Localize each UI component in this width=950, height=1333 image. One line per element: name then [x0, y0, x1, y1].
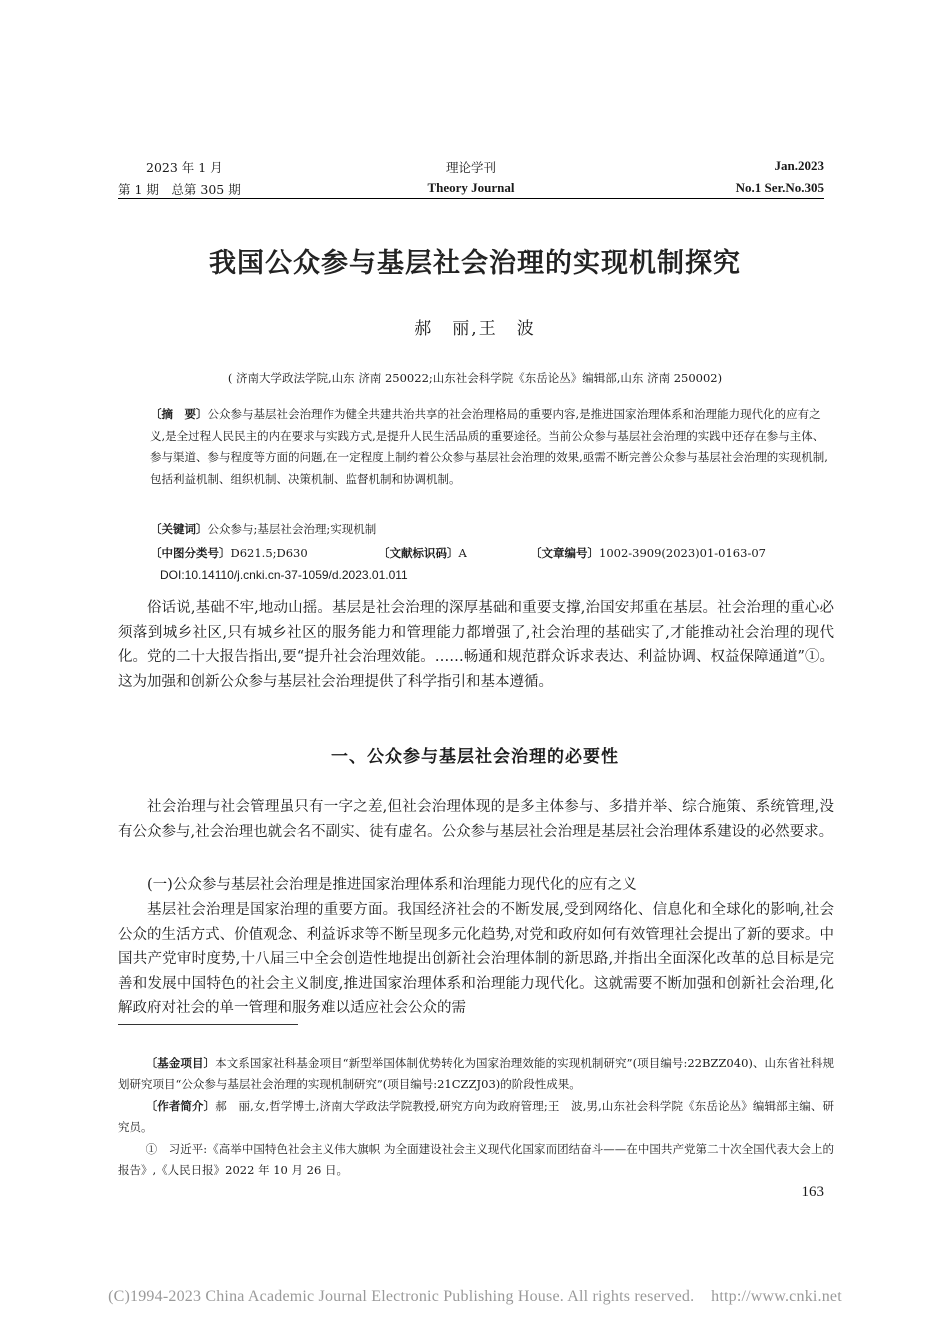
body-paragraph-1: 俗话说,基础不牢,地动山摇。基层是社会治理的深厚基础和重要支撑,治国安邦重在基层。社会治理的重心必须落到城乡社区,只有城乡社区的服务能力和管理能力都增强了,社会治理的基础实了,才能推动社会治理的现代化。党的二十大报告指出,要“提升社会治理效能。……畅通和规范群众诉求表达、利益协调、权益保障通道”①。这为加强和创新公众参与基层社会治理提供了科学指引和基本遵循。 — [118, 600, 834, 690]
artno-text: 1002-3909(2023)01-0163-07 — [599, 546, 766, 560]
keywords-text: 公众参与;基层社会治理;实现机制 — [207, 522, 377, 536]
abstract-text: 公众参与基层社会治理作为健全共建共治共享的社会治理格局的重要内容,是推进国家治理体系和治理能力现代化的应有之义,是全过程人民民主的内在要求与实践方式,是提升人民生活品质的重要途径。当前公众参与基层社会治理的实践中还存在参与主体、参与渠道、参与程度等方面的问题,在一定程度上制约着公众参与基层社会治理的效果,亟需不断完善公众参与基层社会治理的实现机制,包括利益机制、组织机制、决策机制、监督机制和协调机制。 — [150, 407, 828, 486]
header-issue-cn: 第 1 期 总第 305 期 — [118, 182, 241, 197]
artno-group — [530, 543, 766, 565]
doccode-label: 〔文献标识码〕 — [378, 546, 459, 560]
body-paragraph-3: 基层社会治理是国家治理的重要方面。我国经济社会的不断发展,受到网络化、信息化和全球化的影响,社会公众的生活方式、价值观念、利益诉求等不断呈现多元化趋势,对党和政府如何有效管理社会提出了新的要求。中国共产党审时度势,十八届三中全会创造性地提出创新社会治理体制的新思路,并指出全面深化改革的总目标是完善和发展中国特色的社会主义制度,推进国家治理体系和治理能力现代化。这就需要不断加强和创新社会治理,化解政府对社会的单一管理和服务难以适应社会公众的需 — [118, 902, 834, 1016]
doi: DOI:10.14110/j.cnki.cn-37-1059/d.2023.01.011 — [160, 568, 408, 582]
author-bio-label: 〔作者简介〕 — [145, 1099, 216, 1113]
section-heading-1: 一、公众参与基层社会治理的必要性 — [331, 747, 619, 767]
header-rule — [118, 198, 824, 199]
abstract — [150, 404, 830, 490]
abstract-label: 〔摘 要〕 — [150, 407, 208, 421]
clc-group — [150, 543, 308, 565]
subsection-heading-1: (一)公众参与基层社会治理是推进国家治理体系和治理能力现代化的应有之义 — [147, 877, 637, 893]
running-header-bottom — [118, 180, 824, 198]
footnote-1: ① 习近平:《高举中国特色社会主义伟大旗帜 为全面建设社会主义现代化国家而团结奋斗——在中国共产党第二十次全国代表大会上的报告》,《人民日报》2022 年 10 月 26 日。 — [118, 1142, 834, 1177]
copyright-watermark: (C)1994-2023 China Academic Journal Electronic Publishing House. All rights reserved. http://www.cnki.net — [108, 1288, 842, 1305]
body-paragraph-2: 社会治理与社会管理虽只有一字之差,但社会治理体现的是多主体参与、多措并举、综合施策、系统管理,没有公众参与,社会治理也就会名不副实、徒有虚名。公众参与基层社会治理是基层社会治理体系建设的必然要求。 — [118, 799, 834, 840]
article-title: 我国公众参与基层社会治理的实现机制探究 — [209, 248, 741, 279]
header-date-en: Jan.2023 — [774, 158, 824, 173]
header-issue-en: No.1 Ser.No.305 — [735, 180, 824, 195]
clc-label: 〔中图分类号〕 — [150, 546, 231, 560]
author-affiliation: ( 济南大学政法学院,山东 济南 250022;山东社会科学院《东岳论丛》编辑部,山东 济南 250002) — [227, 371, 723, 385]
fund-label: 〔基金项目〕 — [145, 1056, 216, 1070]
page-number: 163 — [801, 1184, 824, 1200]
footnote-fund — [118, 1053, 834, 1095]
header-journal-en: Theory Journal — [427, 180, 515, 195]
doccode-text: A — [458, 546, 467, 560]
doccode-group — [378, 543, 467, 565]
fund-text: 本文系国家社科基金项目“新型举国体制优势转化为国家治理效能的实现机制研究”(项目编号:22BZZ040)、山东省社科规划研究项目“公众参与基层社会治理的实现机制研究”(项目编号:21CZZJ03)的阶段性成果。 — [118, 1056, 834, 1091]
keywords — [150, 519, 830, 541]
keywords-label: 〔关键词〕 — [150, 522, 208, 536]
running-header-top — [118, 158, 824, 176]
artno-label: 〔文章编号〕 — [530, 546, 599, 560]
author-bio-text: 郝 丽,女,哲学博士,济南大学政法学院教授,研究方向为政府管理;王 波,男,山东社会科学院《东岳论丛》编辑部主编、研究员。 — [118, 1099, 835, 1134]
header-date-cn: 2023 年 1 月 — [146, 160, 223, 175]
article-authors: 郝 丽,王 波 — [414, 319, 536, 339]
clc-text: D621.5;D630 — [230, 546, 308, 560]
footnote-rule — [118, 1024, 298, 1025]
header-journal-cn: 理论学刊 — [445, 160, 496, 175]
footnote-author — [118, 1096, 834, 1138]
